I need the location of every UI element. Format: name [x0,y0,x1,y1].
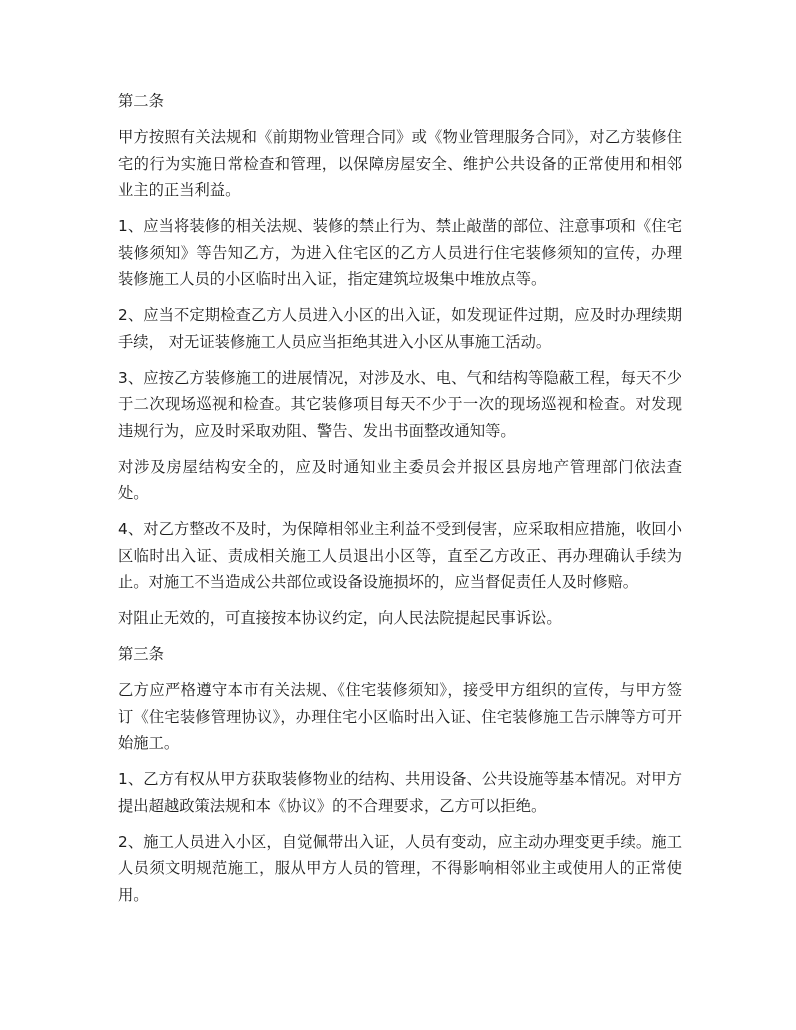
paragraph: 对涉及房屋结构安全的，应及时通知业主委员会并报区县房地产管理部门依法查处。 [118,457,682,502]
paragraph: 2、施工人员进入小区，自觉佩带出入证，人员有变动，应主动办理变更手续。施工人员须文明规范施工，服从甲方人员的管理，不得影响相邻业主或使用人的正常使用。 [118,832,682,904]
paragraph: 乙方应严格遵守本市有关法规、《住宅装修须知》，接受甲方组织的宣传，与甲方签订《住宅装修管理协议》，办理住宅小区临时出入证、住宅装修施工告示牌等方可开始施工。 [118,681,682,752]
paragraph: 3、应按乙方装修施工的进展情况，对涉及水、电、气和结构等隐蔽工程，每天不少于二次现场巡视和检查。其它装修项目每天不少于一次的现场巡视和检查。对发现违规行为，应及时采取劝阻、警告、发出书面整改通知等。 [118,368,682,440]
article-heading-2: 第二条 [118,92,164,110]
paragraph: 1、乙方有权从甲方获取装修物业的结构、共用设备、公共设施等基本情况。对甲方提出超越政策法规和本《协议》的不合理要求，乙方可以拒绝。 [118,770,682,815]
article-heading-3: 第三条 [118,645,164,663]
paragraph: 1、应当将装修的相关法规、装修的禁止行为、禁止敲凿的部位、注意事项和《住宅装修须知》等告知乙方，为进入住宅区的乙方人员进行住宅装修须知的宣传，办理装修施工人员的小区临时出入证，指定建筑垃圾集中堆放点等。 [118,217,682,288]
paragraph: 4、对乙方整改不及时，为保障相邻业主利益不受到侵害，应采取相应措施，收回小区临时出入证、责成相关施工人员退出小区等，直至乙方改正、再办理确认手续为止。对施工不当造成公共部位或设备设施损坏的，应当督促责任人及时修赔。 [118,520,682,591]
paragraph: 对阻止无效的，可直接按本协议约定，向人民法院提起民事诉讼。 [118,609,562,627]
paragraph: 甲方按照有关法规和《前期物业管理合同》或《物业管理服务合同》，对乙方装修住宅的行为实施日常检查和管理，以保障房屋安全、维护公共设备的正常使用和相邻业主的正当利益。 [118,128,682,199]
document-body [118,88,682,918]
paragraph: 2、应当不定期检查乙方人员进入小区的出入证，如发现证件过期，应及时办理续期手续， 对无证装修施工人员应当拒绝其进入小区从事施工活动。 [118,306,682,351]
